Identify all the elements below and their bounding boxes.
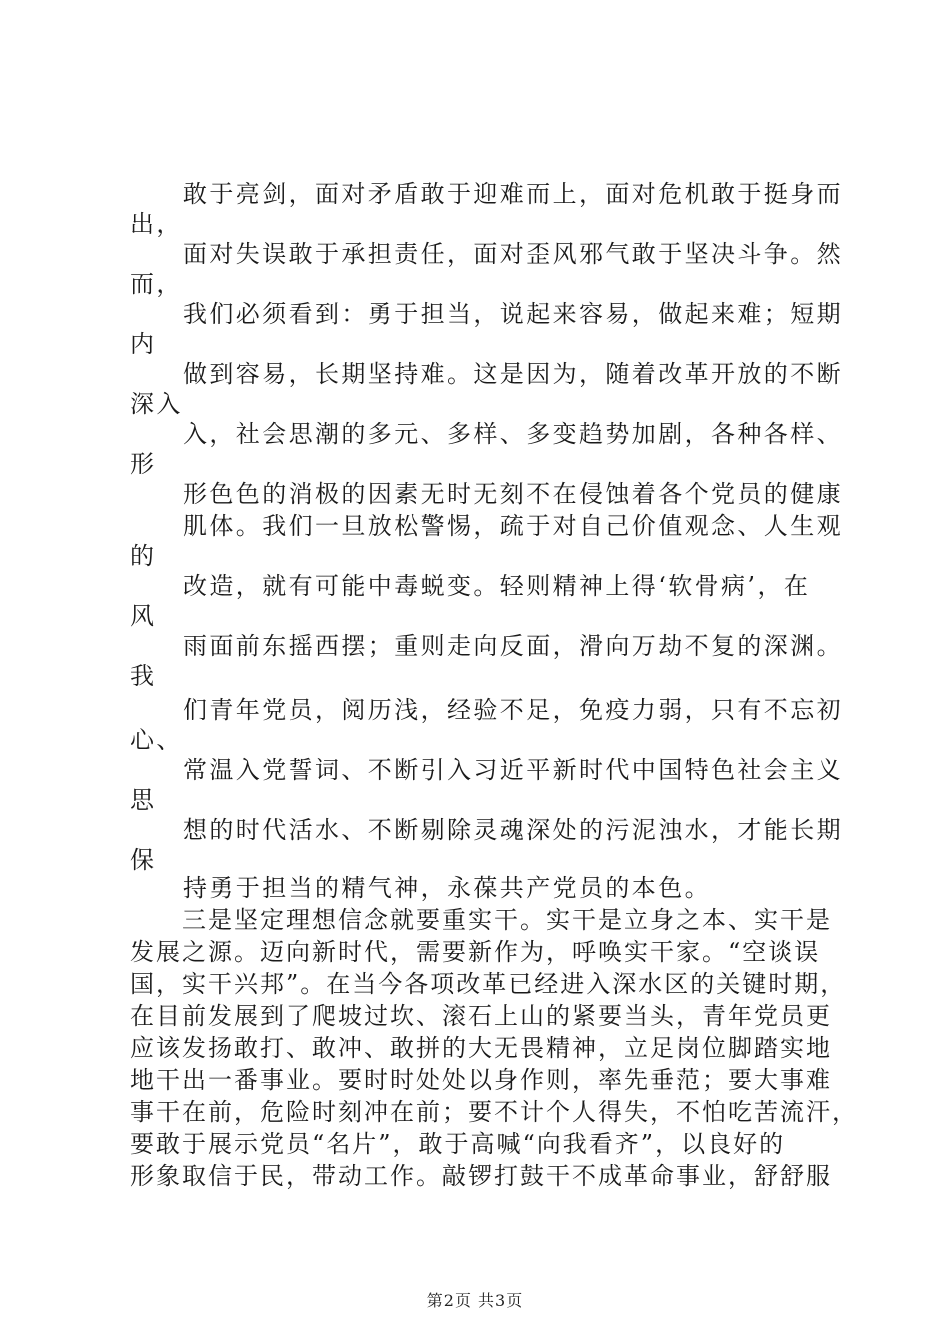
- page-footer: 第2页 共3页: [426, 1291, 524, 1310]
- text-line-wrap: 的: [130, 542, 157, 570]
- paragraph-line: 三是坚定理想信念就要重实干。实干是立身之本、实干是: [182, 906, 832, 934]
- text-line: 形色色的消极的因素无时无刻不在侵蚀着各个党员的健康: [183, 480, 843, 508]
- paragraph-line: 在目前发展到了爬坡过坎、滚石上山的紧要当头，青年党员更: [130, 1002, 832, 1030]
- text-line: 持勇于担当的精气神，永葆共产党员的本色。: [183, 874, 711, 902]
- text-line-wrap: 形: [130, 450, 157, 478]
- text-line: 敢于亮剑，面对矛盾敢于迎难而上，面对危机敢于挺身而: [183, 180, 843, 208]
- text-line: 改造，就有可能中毒蜕变。轻则精神上得‘软骨病’，在: [183, 572, 811, 600]
- text-line-wrap: 出，: [130, 210, 183, 238]
- paragraph-line: 应该发扬敢打、敢冲、敢拼的大无畏精神，立足岗位脚踏实地: [130, 1034, 832, 1062]
- text-line-wrap: 深入: [130, 390, 183, 418]
- text-line-wrap: 内: [130, 330, 157, 358]
- paragraph-line: 事干在前，危险时刻冲在前；要不计个人得失，不怕吃苦流汗，: [130, 1098, 858, 1126]
- text-line-wrap: 我: [130, 662, 157, 690]
- text-line-wrap: 思: [130, 786, 157, 814]
- text-line-wrap: 心、: [130, 726, 183, 754]
- paragraph-line: 形象取信于民，带动工作。敲锣打鼓干不成革命事业，舒舒服: [130, 1162, 832, 1190]
- paragraph-line: 国，实干兴邦”。在当今各项改革已经进入深水区的关键时期，: [130, 970, 847, 998]
- paragraph-line: 要敢于展示党员“名片”，敢于高喊“向我看齐”，以良好的: [130, 1130, 786, 1158]
- text-line: 我们必须看到：勇于担当，说起来容易，做起来难；短期: [183, 300, 843, 328]
- text-line: 雨面前东摇西摆；重则走向反面，滑向万劫不复的深渊。: [183, 632, 843, 660]
- paragraph-line: 发展之源。迈向新时代，需要新作为，呼唤实干家。“空谈误: [130, 938, 821, 966]
- text-line-wrap: 保: [130, 846, 157, 874]
- text-line: 常温入党誓词、不断引入习近平新时代中国特色社会主义: [183, 756, 843, 784]
- text-line: 肌体。我们一旦放松警惕，疏于对自己价值观念、人生观: [183, 512, 843, 540]
- text-line: 面对失误敢于承担责任，面对歪风邪气敢于坚决斗争。然: [183, 240, 843, 268]
- text-line-wrap: 风: [130, 602, 157, 630]
- paragraph-line: 地干出一番事业。要时时处处以身作则，率先垂范；要大事难: [130, 1066, 832, 1094]
- text-line: 做到容易，长期坚持难。这是因为，随着改革开放的不断: [183, 360, 843, 388]
- text-line: 们青年党员，阅历浅，经验不足，免疫力弱，只有不忘初: [183, 696, 843, 724]
- text-line: 想的时代活水、不断剔除灵魂深处的污泥浊水，才能长期: [183, 816, 843, 844]
- text-line: 入，社会思潮的多元、多样、多变趋势加剧，各种各样、: [183, 420, 843, 448]
- text-line-wrap: 而，: [130, 270, 183, 298]
